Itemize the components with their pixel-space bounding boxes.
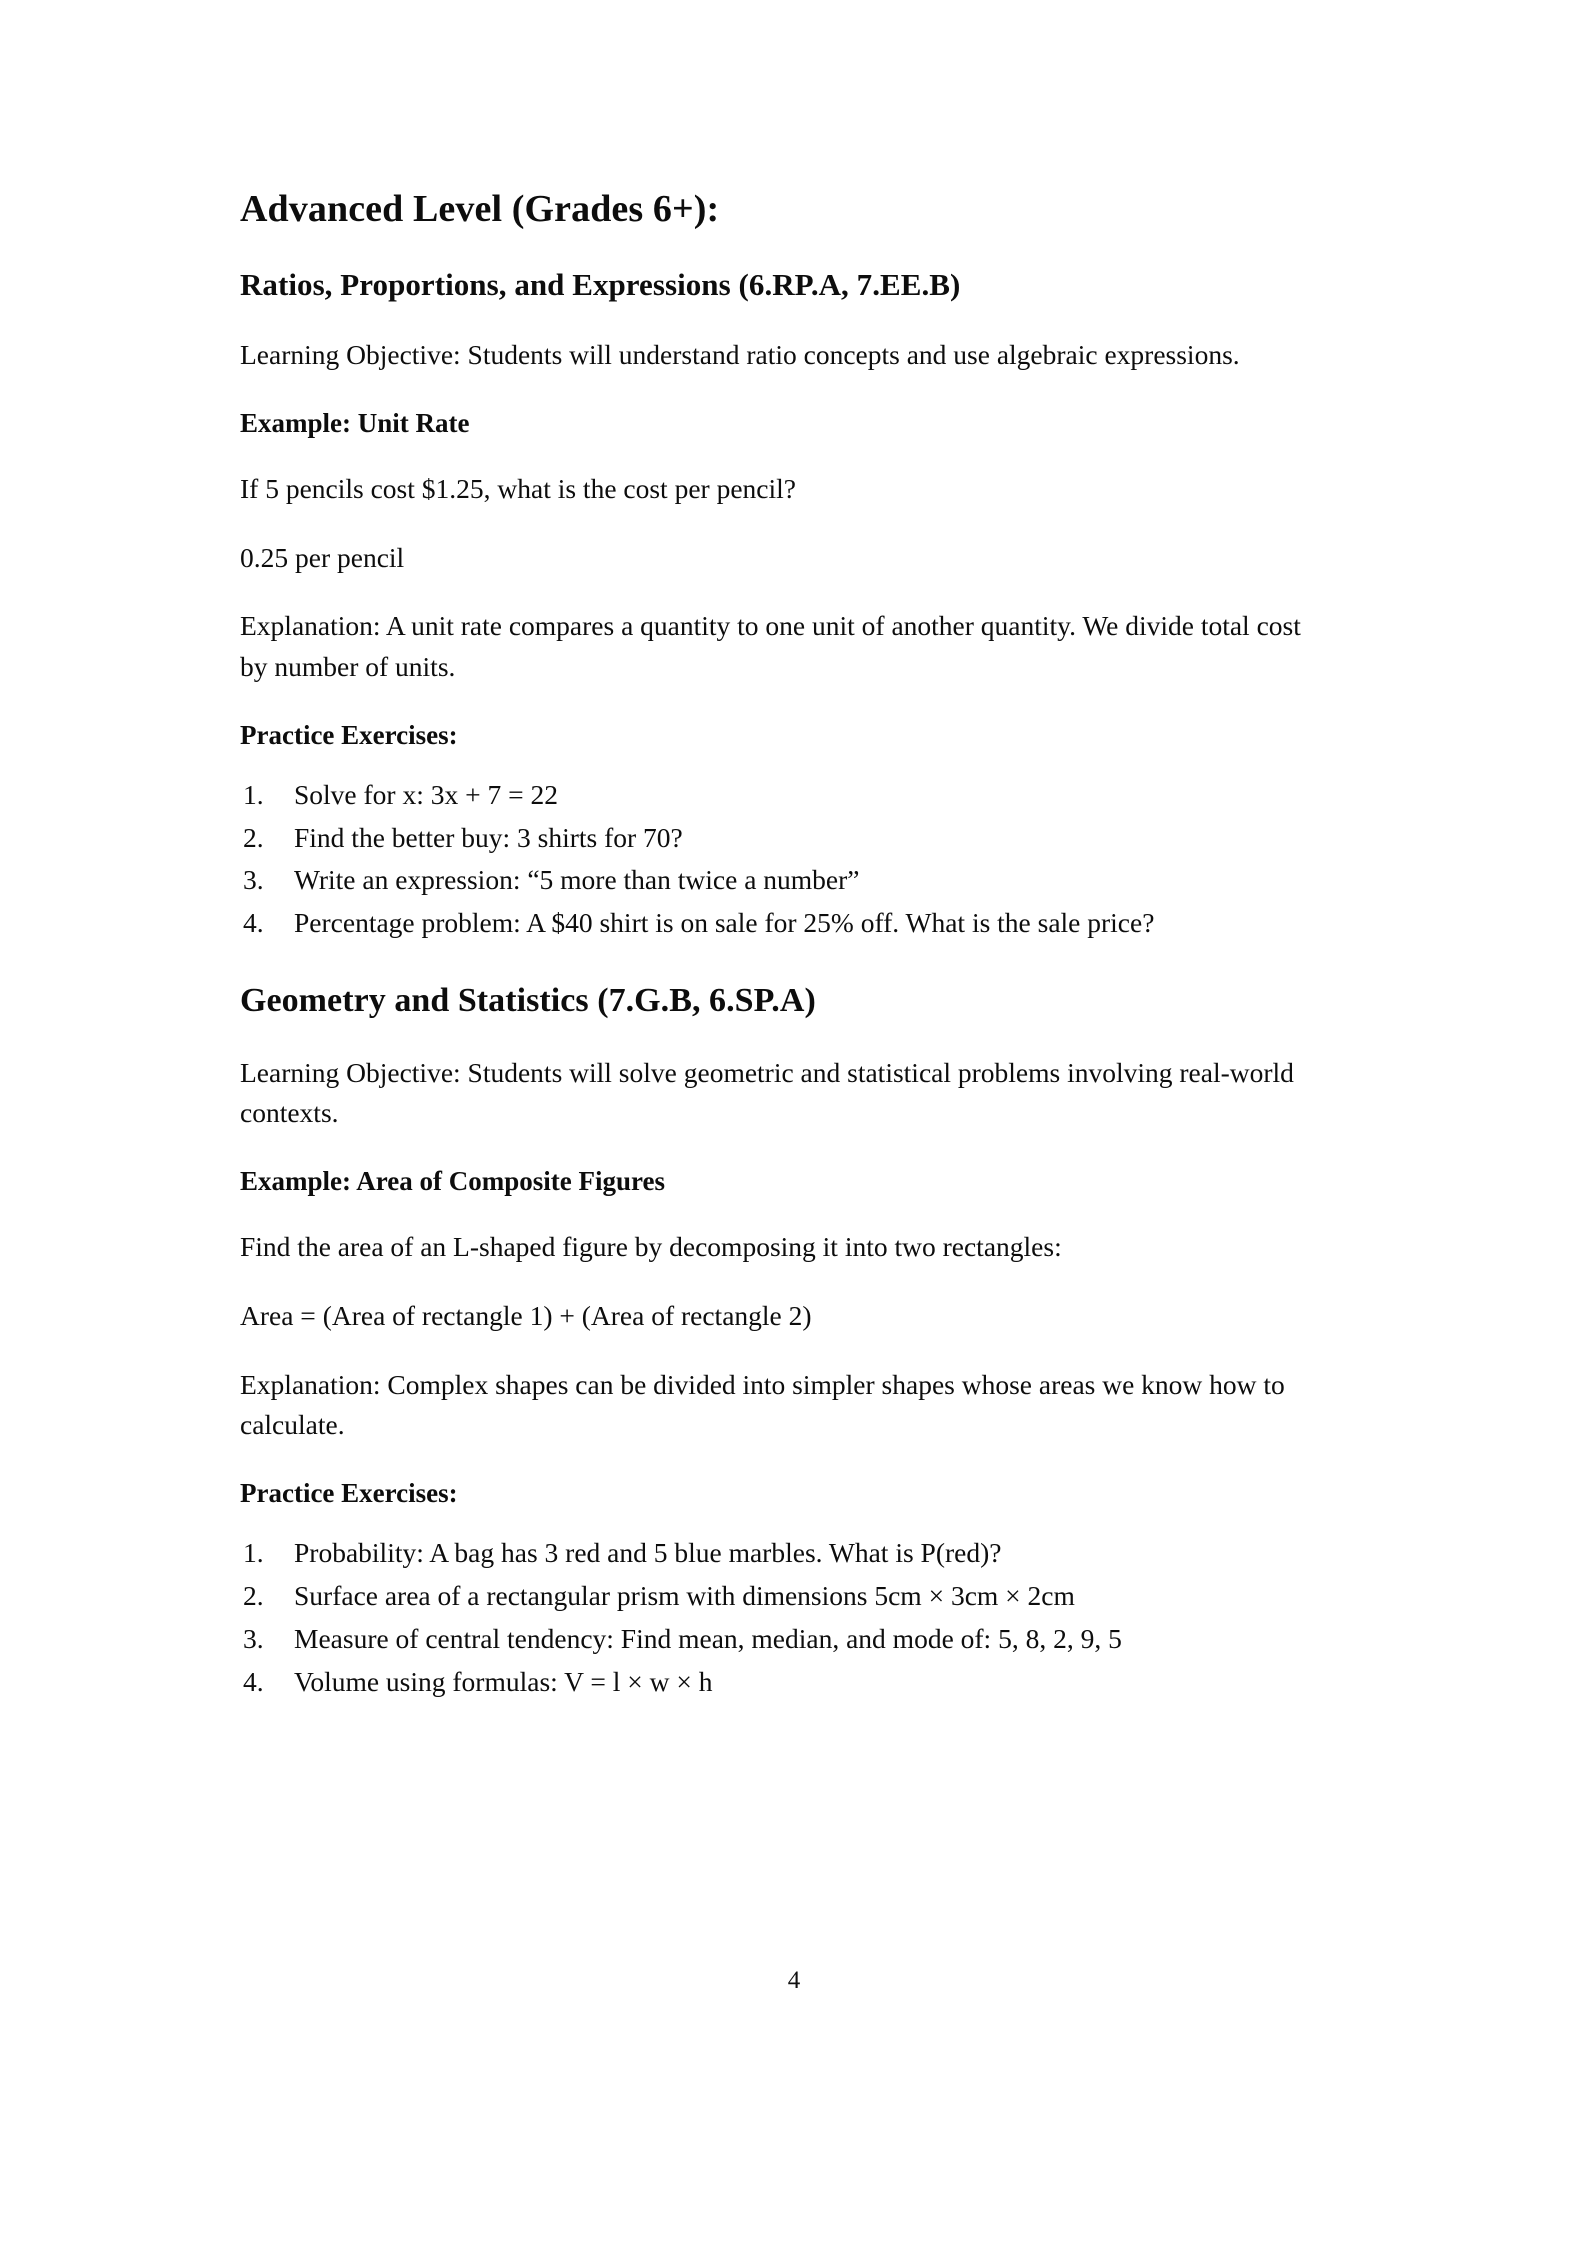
section-heading: Geometry and Statistics (7.G.B, 6.SP.A) [240, 982, 816, 1020]
spacer [240, 1337, 1335, 1365]
spacer [240, 578, 1335, 606]
explanation: Explanation: Complex shapes can be divided into simpler shapes whose areas we know how to calculate. [240, 1368, 1285, 1441]
spacer [240, 232, 1335, 266]
example-answer: 0.25 per pencil [240, 541, 405, 573]
spacer [240, 753, 1335, 775]
list-item: Surface area of a rectangular prism with dimensions 5cm × 3cm × 2cm [294, 1579, 1075, 1611]
list-item: Percentage problem: A $40 shirt is on sale for 25% off. What is the sale price? [294, 907, 1155, 939]
list-item: Write an expression: “5 more than twice a number” [294, 864, 860, 896]
list-item: Measure of central tendency: Find mean, median, and mode of: 5, 8, 2, 9, 5 [294, 1622, 1122, 1654]
list-item: Find the better buy: 3 shirts for 70? [294, 821, 683, 853]
learning-objective: Learning Objective: Students will solve geometric and statistical problems involving real-world contexts. [240, 1056, 1294, 1129]
explanation: Explanation: A unit rate compares a quantity to one unit of another quantity. We divide total cost by number of units. [240, 610, 1301, 682]
page-number: 4 [787, 1967, 801, 1994]
spacer [240, 1199, 1335, 1227]
section-ratios-proportions [240, 266, 1335, 943]
spacer [240, 305, 1335, 335]
spacer [240, 946, 1335, 980]
list-item: Probability: A bag has 3 red and 5 blue marbles. What is P(red)? [294, 1537, 1002, 1569]
spacer [240, 1446, 1335, 1476]
spacer [240, 1023, 1335, 1053]
example-question: Find the area of an L-shaped figure by decomposing it into two rectangles: [240, 1231, 1062, 1263]
spacer [240, 376, 1335, 406]
learning-objective: Learning Objective: Students will understand ratio concepts and use algebraic expressions. [240, 339, 1240, 371]
list-item: Solve for x: 3x + 7 = 22 [294, 778, 558, 810]
page-title: Advanced Level (Grades 6+): [240, 188, 720, 230]
practice-exercises-heading: Practice Exercises: [240, 719, 458, 750]
spacer [240, 1134, 1335, 1164]
spacer [240, 1268, 1335, 1296]
practice-exercises-heading: Practice Exercises: [240, 1477, 458, 1508]
example-question: If 5 pencils cost $1.25, what is the cost per pencil? [240, 472, 796, 504]
example-heading: Example: Area of Composite Figures [240, 1166, 665, 1197]
example-answer: Area = (Area of rectangle 1) + (Area of rectangle 2) [240, 1299, 812, 1331]
spacer [240, 510, 1335, 538]
exercise-list [240, 775, 1335, 944]
spacer [240, 1511, 1335, 1533]
example-heading: Example: Unit Rate [240, 407, 470, 438]
exercise-list [240, 1533, 1335, 1702]
section-geometry-statistics [240, 980, 1335, 1701]
page-content [240, 186, 1335, 1705]
spacer [240, 441, 1335, 469]
spacer [240, 688, 1335, 718]
list-item: Volume using formulas: V = l × w × h [294, 1665, 713, 1697]
section-heading: Ratios, Proportions, and Expressions (6.RP.A, 7.EE.B) [240, 267, 961, 303]
